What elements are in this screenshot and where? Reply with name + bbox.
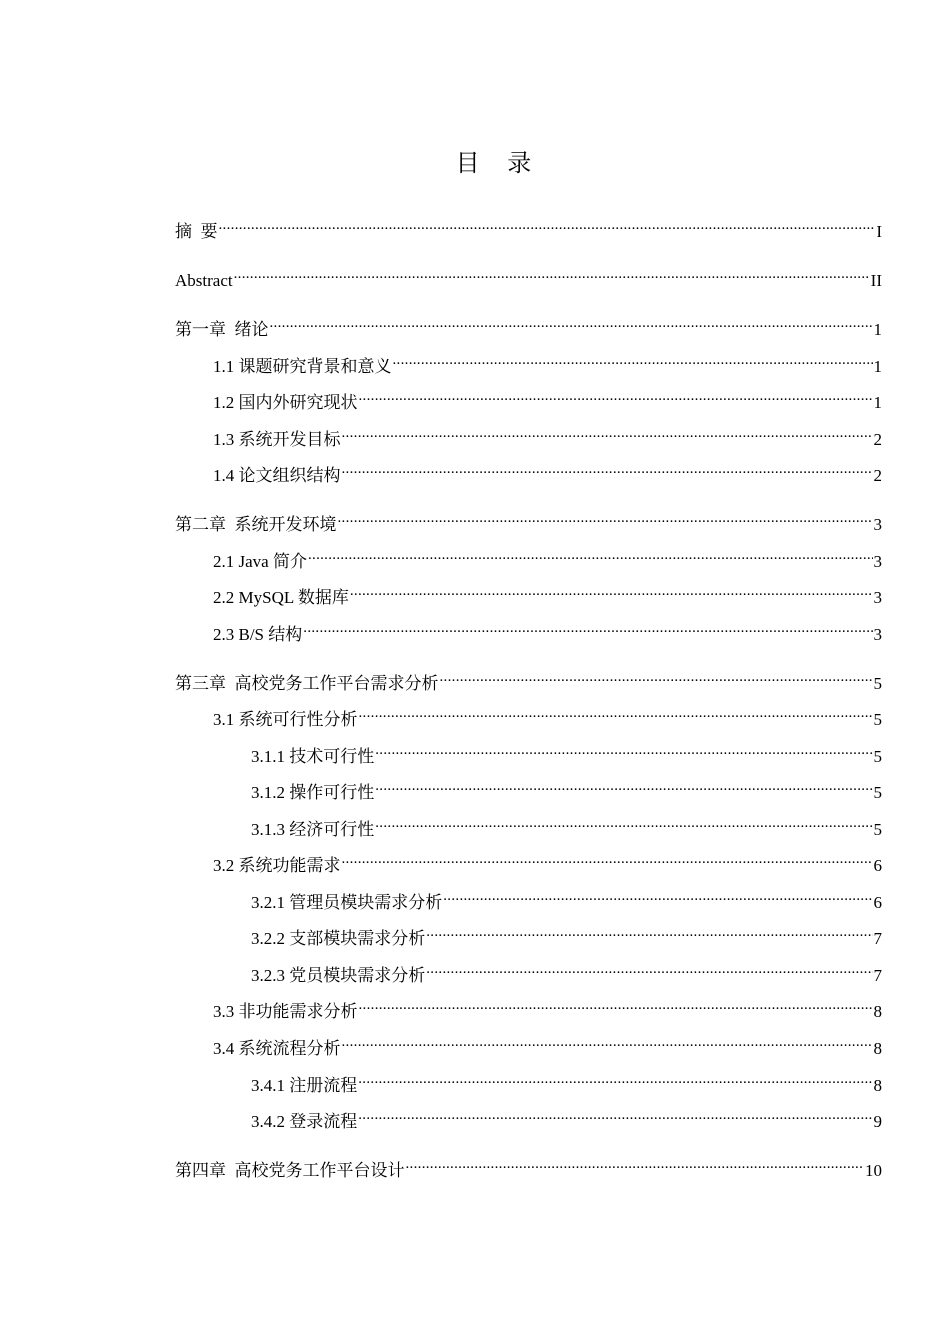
toc-entry-label: 摘 要 (175, 222, 218, 241)
dot-leader (375, 774, 872, 798)
toc-entry-page-number: 1 (873, 357, 882, 376)
toc-entry[interactable] (213, 616, 882, 644)
toc-entry-page-number: 3 (873, 552, 882, 571)
toc-entry[interactable] (251, 774, 882, 802)
dot-leader (303, 616, 872, 640)
toc-entry[interactable] (251, 920, 882, 948)
toc-entry[interactable] (251, 1067, 882, 1095)
dot-leader (342, 847, 873, 871)
dot-leader (308, 543, 873, 567)
toc-entry-label: 3.4.2 登录流程 (251, 1112, 358, 1131)
toc-entry[interactable] (175, 262, 882, 290)
dot-leader (358, 1067, 872, 1091)
toc-entry-label: 第一章 绪论 (175, 320, 269, 339)
dot-leader (359, 993, 873, 1017)
toc-entry-page-number: 7 (873, 929, 882, 948)
dot-leader (440, 665, 873, 689)
toc-entry-label: 2.1 Java 简介 (213, 552, 307, 571)
dot-leader (338, 506, 873, 530)
toc-entry-page-number: 6 (873, 856, 882, 875)
toc-entry-label: 3.3 非功能需求分析 (213, 1002, 358, 1021)
toc-entry[interactable] (175, 506, 882, 534)
toc-entry-page-number: 2 (873, 466, 882, 485)
toc-entry-page-number: 5 (873, 747, 882, 766)
toc-entry-page-number: I (876, 222, 882, 241)
toc-entry-label: 1.3 系统开发目标 (213, 430, 341, 449)
toc-entry-label: 第四章 高校党务工作平台设计 (175, 1161, 405, 1180)
toc-entry-label: 3.1 系统可行性分析 (213, 710, 358, 729)
toc-entry-page-number: 3 (873, 515, 882, 534)
toc-entry-page-number: 8 (873, 1002, 882, 1021)
dot-leader (375, 811, 872, 835)
toc-entry-page-number: 7 (873, 966, 882, 985)
toc-entry[interactable] (175, 665, 882, 693)
toc-entry-label: 1.1 课题研究背景和意义 (213, 357, 392, 376)
toc-entry[interactable] (251, 1103, 882, 1131)
toc-entry-label: 3.1.3 经济可行性 (251, 820, 375, 839)
toc-entry[interactable] (251, 738, 882, 766)
toc-entry-page-number: 1 (873, 320, 882, 339)
toc-entry-page-number: 3 (873, 625, 882, 644)
dot-leader (359, 701, 873, 725)
toc-entry-label: 3.2.1 管理员模块需求分析 (251, 893, 443, 912)
toc-entry-label: 1.4 论文组织结构 (213, 466, 341, 485)
toc-entry-label: 3.1.2 操作可行性 (251, 783, 375, 802)
dot-leader (342, 1030, 873, 1054)
toc-entry[interactable] (175, 1152, 882, 1180)
toc-entry[interactable] (251, 811, 882, 839)
dot-leader (358, 1103, 872, 1127)
toc-entry-label: 1.2 国内外研究现状 (213, 393, 358, 412)
toc-entry-label: Abstract (175, 271, 233, 290)
toc-entry-page-number: 2 (873, 430, 882, 449)
toc-entry-page-number: 8 (873, 1076, 882, 1095)
toc-entry[interactable] (175, 311, 882, 339)
toc-entry-page-number: 5 (873, 783, 882, 802)
toc-entry[interactable] (251, 957, 882, 985)
dot-leader (234, 262, 870, 286)
toc-entry-label: 2.3 B/S 结构 (213, 625, 303, 644)
dot-leader (270, 311, 873, 335)
toc-entry-page-number: 9 (873, 1112, 882, 1131)
dot-leader (342, 421, 873, 445)
dot-leader (393, 348, 873, 372)
toc-title: 目 录 (455, 149, 542, 177)
toc-entry-page-number: 10 (865, 1161, 882, 1180)
dot-leader (342, 457, 873, 481)
toc-entry-label: 3.2.2 支部模块需求分析 (251, 929, 426, 948)
toc-entry-label: 3.4 系统流程分析 (213, 1039, 341, 1058)
toc-entry-page-number: 5 (873, 674, 882, 693)
dot-leader (443, 884, 872, 908)
toc-entry[interactable] (213, 348, 882, 376)
dot-leader (350, 579, 873, 603)
toc-entry-page-number: 5 (873, 710, 882, 729)
toc-entry[interactable] (213, 701, 882, 729)
toc-entry-page-number: 6 (873, 893, 882, 912)
toc-entry[interactable] (213, 421, 882, 449)
toc-entry[interactable] (213, 543, 882, 571)
toc-entry[interactable] (213, 1030, 882, 1058)
toc-entry[interactable] (213, 457, 882, 485)
toc-entry-page-number: 8 (873, 1039, 882, 1058)
dot-leader (406, 1152, 865, 1176)
dot-leader (375, 738, 872, 762)
toc-entry-label: 3.1.1 技术可行性 (251, 747, 375, 766)
toc-entry-page-number: 3 (873, 588, 882, 607)
dot-leader (359, 384, 873, 408)
dot-leader (426, 957, 872, 981)
toc-entry[interactable] (175, 213, 882, 241)
toc-entry-label: 第三章 高校党务工作平台需求分析 (175, 674, 439, 693)
toc-entry-label: 3.2.3 党员模块需求分析 (251, 966, 426, 985)
dot-leader (219, 213, 876, 237)
toc-entry-label: 第二章 系统开发环境 (175, 515, 337, 534)
toc-entry[interactable] (213, 847, 882, 875)
dot-leader (426, 920, 872, 944)
toc-entry-label: 3.2 系统功能需求 (213, 856, 341, 875)
toc-entry-label: 2.2 MySQL 数据库 (213, 588, 349, 607)
toc-entry-page-number: II (870, 271, 882, 290)
toc-entry-page-number: 1 (873, 393, 882, 412)
toc-entry[interactable] (251, 884, 882, 912)
toc-entry-page-number: 5 (873, 820, 882, 839)
toc-entry-label: 3.4.1 注册流程 (251, 1076, 358, 1095)
toc-entry[interactable] (213, 579, 882, 607)
toc-entry[interactable] (213, 384, 882, 412)
toc-entry[interactable] (213, 993, 882, 1021)
